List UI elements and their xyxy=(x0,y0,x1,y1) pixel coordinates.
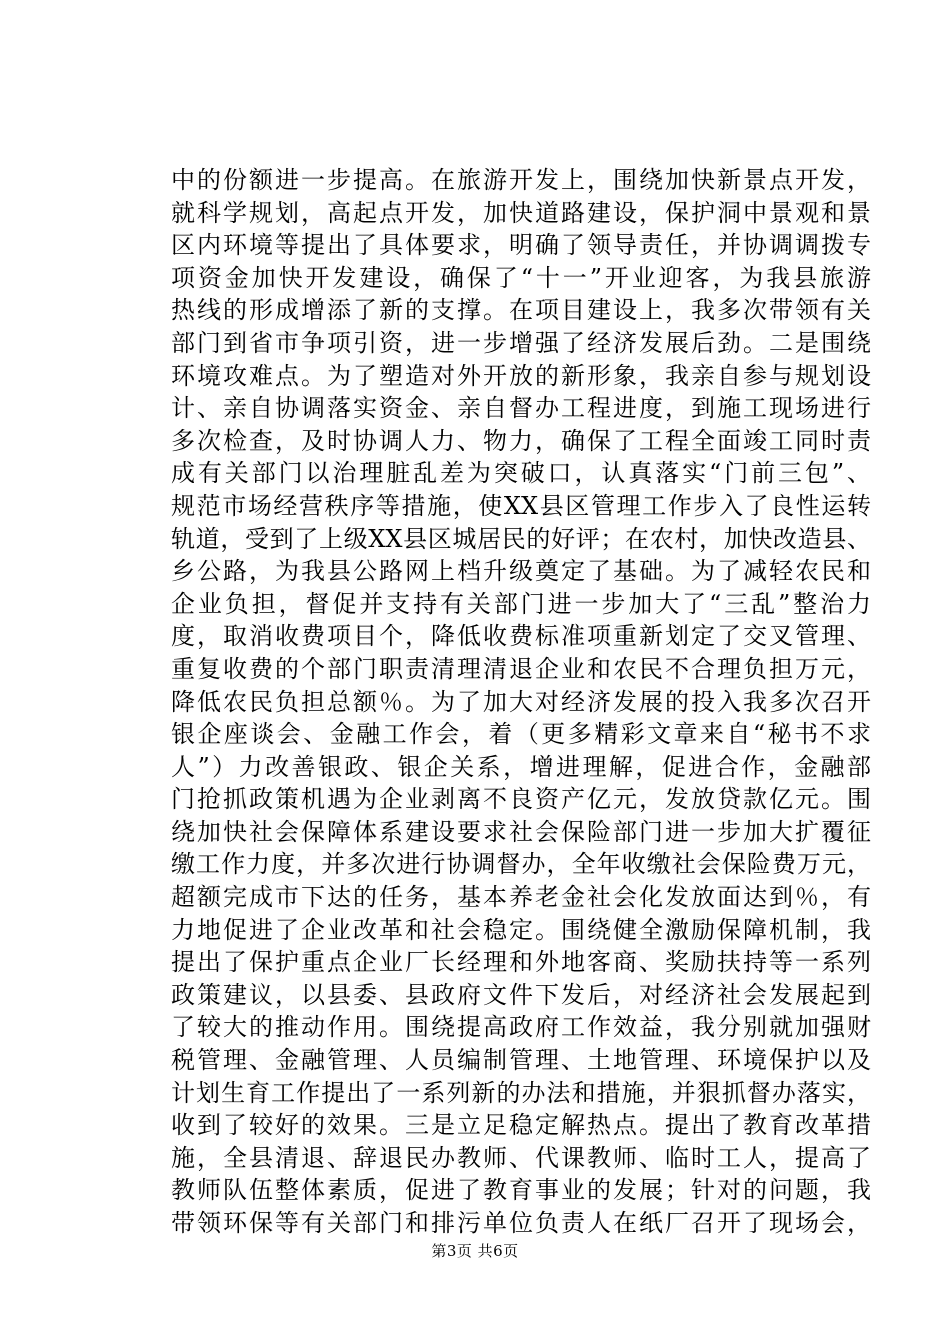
text-line: 教师队伍整体素质，促进了教育事业的发展；针对的问题，我 xyxy=(171,1176,871,1205)
text-line: 政策建议，以县委、县政府文件下发后，对经济社会发展起到 xyxy=(171,980,871,1009)
text-line: 部门到省市争项引资，进一步增强了经济发展后劲。二是围绕 xyxy=(171,328,871,357)
text-line: 带领环保等有关部门和排污单位负责人在纸厂召开了现场会， xyxy=(171,1209,871,1237)
text-line: 规范市场经营秩序等措施，使XX县区管理工作步入了良性运转 xyxy=(171,491,871,520)
text-line: 乡公路，为我县公路网上档升级奠定了基础。为了减轻农民和 xyxy=(171,557,871,586)
text-line: 区内环境等提出了具体要求，明确了领导责任，并协调调拨专 xyxy=(171,231,871,260)
text-line: 成有关部门以治理脏乱差为突破口，认真落实“门前三包”、 xyxy=(171,459,871,488)
text-line: 缴工作力度，并多次进行协调督办，全年收缴社会保险费万元， xyxy=(171,850,871,879)
document-body xyxy=(171,164,871,1240)
text-line: 收到了较好的效果。三是立足稳定解热点。提出了教育改革措 xyxy=(171,1111,871,1140)
text-line: 施，全县清退、辞退民办教师、代课教师、临时工人，提高了 xyxy=(171,1143,871,1172)
text-line: 人”）力改善银政、银企关系，增进理解，促进合作，金融部 xyxy=(171,752,871,781)
text-line: 环境攻难点。为了塑造对外开放的新形象，我亲自参与规划设 xyxy=(171,361,871,390)
text-line: 中的份额进一步提高。在旅游开发上，围绕加快新景点开发， xyxy=(171,166,871,194)
text-line: 税管理、金融管理、人员编制管理、土地管理、环境保护以及 xyxy=(171,1046,871,1075)
text-line: 计、亲自协调落实资金、亲自督办工程进度，到施工现场进行 xyxy=(171,394,871,423)
text-line: 企业负担，督促并支持有关部门进一步加大了“三乱”整治力 xyxy=(171,589,871,618)
text-line: 提出了保护重点企业厂长经理和外地客商、奖励扶持等一系列 xyxy=(171,948,871,977)
text-line: 绕加快社会保障体系建设要求社会保险部门进一步加大扩覆征 xyxy=(171,817,871,846)
text-line: 就科学规划，高起点开发，加快道路建设，保护洞中景观和景 xyxy=(171,198,871,227)
text-line: 计划生育工作提出了一系列新的办法和措施，并狠抓督办落实， xyxy=(171,1078,871,1107)
text-line: 门抢抓政策机遇为企业剥离不良资产亿元，发放贷款亿元。围 xyxy=(171,785,871,814)
text-line: 银企座谈会、金融工作会，着（更多精彩文章来自“秘书不求 xyxy=(171,720,871,749)
text-line: 度，取消收费项目个，降低收费标准项重新划定了交叉管理、 xyxy=(171,622,871,651)
text-line: 超额完成市下达的任务，基本养老金社会化发放面达到％，有 xyxy=(171,883,871,912)
text-line: 重复收费的个部门职责清理清退企业和农民不合理负担万元， xyxy=(171,654,871,683)
text-line: 多次检查，及时协调人力、物力，确保了工程全面竣工同时责 xyxy=(171,426,871,455)
text-line: 轨道，受到了上级XX县区城居民的好评；在农村，加快改造县、 xyxy=(171,524,871,553)
text-line: 热线的形成增添了新的支撑。在项目建设上，我多次带领有关 xyxy=(171,296,871,325)
text-line: 了较大的推动作用。围绕提高政府工作效益，我分别就加强财 xyxy=(171,1013,871,1042)
page-number-label: 第3页 共6页 xyxy=(431,1242,519,1260)
text-line: 项资金加快开发建设，确保了“十一”开业迎客，为我县旅游 xyxy=(171,263,871,292)
page-footer xyxy=(0,1240,950,1262)
text-line: 力地促进了企业改革和社会稳定。围绕健全激励保障机制，我 xyxy=(171,915,871,944)
text-line: 降低农民负担总额％。为了加大对经济发展的投入我多次召开 xyxy=(171,687,871,716)
